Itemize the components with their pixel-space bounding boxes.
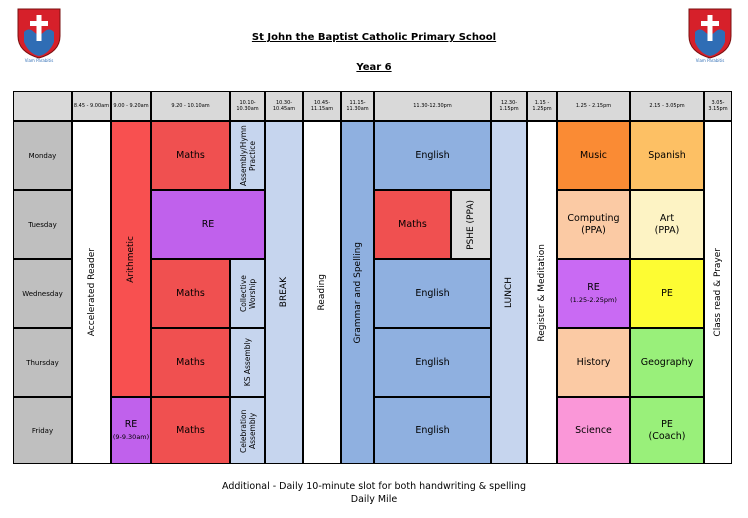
day-label-tuesday: Tuesday — [13, 190, 72, 259]
tuesday-art-note: (PPA) — [654, 224, 680, 236]
tuesday-computing-label: Computing — [567, 212, 620, 224]
reading-label: Reading — [317, 274, 327, 311]
time-slot: 8.45 - 9.00am — [72, 91, 111, 121]
register-cell — [527, 121, 557, 464]
register-label: Register & Meditation — [537, 243, 547, 342]
time-slot: 9.00 - 9.20am — [111, 91, 151, 121]
friday-pe — [630, 397, 704, 464]
friday-maths: Maths — [151, 397, 230, 464]
tuesday-computing-note: (PPA) — [581, 224, 606, 236]
class-read-cell — [704, 121, 732, 464]
time-slot: 9.20 - 10.10am — [151, 91, 230, 121]
time-slot: 2.15 - 3.05pm — [630, 91, 704, 121]
monday-english: English — [374, 121, 491, 190]
crest-motto-left: Viam Parabitis — [24, 58, 54, 63]
reading-cell — [303, 121, 341, 464]
friday-assembly-cell — [230, 397, 265, 464]
day-label-monday: Monday — [13, 121, 72, 190]
friday-re-label: RE — [124, 418, 138, 430]
footer-notes — [0, 480, 748, 506]
wednesday-english: English — [374, 259, 491, 328]
class-read-label: Class read & Prayer — [713, 248, 723, 337]
monday-assembly-cell — [230, 121, 265, 190]
timetable — [13, 91, 732, 464]
time-slot: 12.30-1.15pm — [491, 91, 527, 121]
wednesday-re-time: (1.25-2.25pm) — [570, 295, 617, 304]
time-slot: 10.45-11.15am — [303, 91, 341, 121]
break-cell — [265, 121, 303, 464]
tuesday-re: RE — [151, 190, 265, 259]
time-slot: 11.30-12.30pm — [374, 91, 491, 121]
monday-assembly-label: Assembly/Hymn Practice — [238, 125, 257, 186]
monday-spanish: Spanish — [630, 121, 704, 190]
footer-line-additional: Additional - Daily 10-minute slot for both handwriting & spelling — [222, 481, 526, 492]
wednesday-worship-label: Collective Worship — [238, 275, 257, 312]
friday-re — [111, 397, 151, 464]
accelerated-reader-label: Accelerated Reader — [86, 248, 97, 337]
tuesday-maths: Maths — [374, 190, 451, 259]
monday-music: Music — [557, 121, 630, 190]
grammar-cell — [341, 121, 374, 464]
tuesday-art — [630, 190, 704, 259]
wednesday-re — [557, 259, 630, 328]
tuesday-pshe-label: PSHE (PPA) — [465, 199, 476, 250]
monday-maths: Maths — [151, 121, 230, 190]
thursday-assembly-label: KS Assembly — [243, 338, 252, 387]
thursday-history: History — [557, 328, 630, 397]
time-slot: 3.05-3.15pm — [704, 91, 732, 121]
friday-english: English — [374, 397, 491, 464]
friday-assembly-label: Celebration Assembly — [238, 408, 257, 453]
friday-re-time: (9-9.30am) — [112, 432, 150, 441]
lunch-cell — [491, 121, 527, 464]
tuesday-pshe-cell — [451, 190, 491, 259]
day-label-thursday: Thursday — [13, 328, 72, 397]
lunch-label: LUNCH — [504, 277, 514, 308]
tuesday-art-label: Art — [659, 212, 675, 224]
friday-science: Science — [557, 397, 630, 464]
school-title: St John the Baptist Catholic Primary School — [251, 32, 497, 43]
wednesday-worship-cell — [230, 259, 265, 328]
footer-line-daily-mile: Daily Mile — [350, 494, 398, 505]
arithmetic-cell — [111, 121, 151, 397]
crest-motto-right: Viam Parabitis — [695, 58, 725, 63]
header-corner — [13, 91, 72, 121]
time-slot: 11.15-11.30am — [341, 91, 374, 121]
break-label: BREAK — [279, 277, 289, 308]
accelerated-reader-cell — [72, 121, 111, 464]
day-label-friday: Friday — [13, 397, 72, 464]
thursday-english: English — [374, 328, 491, 397]
time-slot: 10.30-10.45am — [265, 91, 303, 121]
wednesday-maths: Maths — [151, 259, 230, 328]
time-slot: 10.10-10.30am — [230, 91, 265, 121]
grammar-label: Grammar and Spelling — [352, 241, 363, 344]
wednesday-re-label: RE — [587, 281, 600, 293]
thursday-geography: Geography — [630, 328, 704, 397]
tuesday-computing — [557, 190, 630, 259]
arithmetic-label: Arithmetic — [126, 235, 136, 283]
thursday-assembly-cell — [230, 328, 265, 397]
time-slot: 1.25 - 2.15pm — [557, 91, 630, 121]
time-slot: 1.15 - 1.25pm — [527, 91, 557, 121]
friday-pe-label: PE — [661, 418, 673, 430]
friday-pe-note: (Coach) — [648, 430, 686, 442]
day-label-wednesday: Wednesday — [13, 259, 72, 328]
thursday-maths: Maths — [151, 328, 230, 397]
wednesday-pe: PE — [630, 259, 704, 328]
year-title: Year 6 — [356, 62, 392, 73]
